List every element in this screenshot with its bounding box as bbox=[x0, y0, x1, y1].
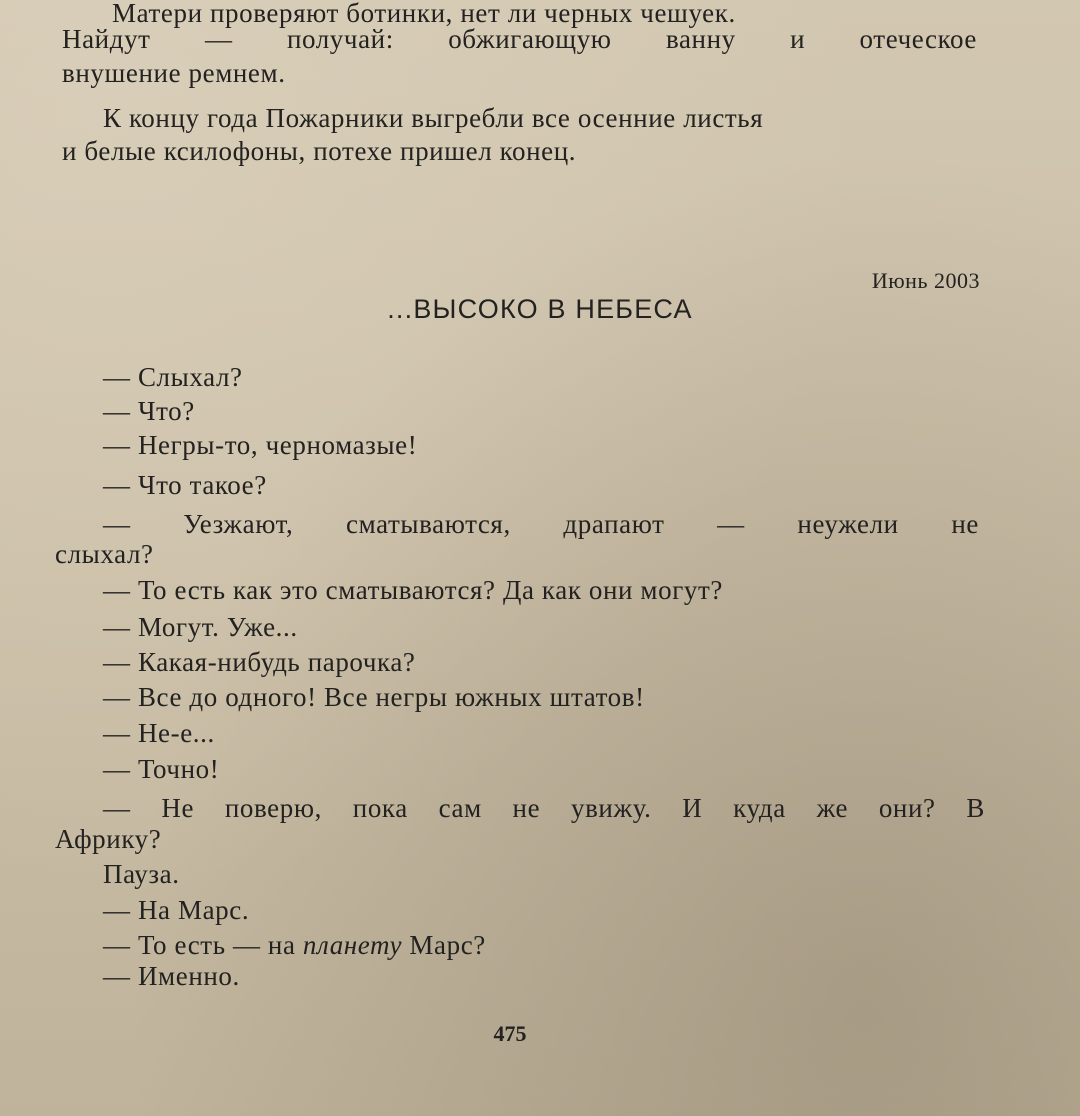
dialogue-line: — Что такое? bbox=[103, 470, 267, 500]
dialogue-text: Марс? bbox=[402, 930, 486, 960]
story-title: ...ВЫСОКО В НЕБЕСА bbox=[387, 294, 693, 324]
dialogue-line: — Не поверю, пока сам не увижу. И куда же они? В bbox=[103, 793, 985, 823]
dialogue-line: — Именно. bbox=[103, 961, 240, 991]
dialogue-line: слыхал? bbox=[55, 539, 154, 569]
dialogue-line: — То есть как это сматываются? Да как они могут? bbox=[103, 575, 723, 605]
dialogue-line: — Не-е... bbox=[103, 718, 215, 748]
dialogue-line: — Все до одного! Все негры южных штатов! bbox=[103, 682, 645, 712]
page-number: 475 bbox=[493, 1021, 527, 1046]
dialogue-line: — Негры-то, черномазые! bbox=[103, 430, 418, 460]
dialogue-line: — На Марс. bbox=[103, 895, 250, 925]
dialogue-line: Пауза. bbox=[103, 859, 180, 889]
paragraph-line: Матери проверяют ботинки, нет ли черных чешуек. bbox=[112, 0, 736, 28]
dialogue-line: — Что? bbox=[103, 396, 195, 426]
dialogue-line: — Могут. Уже... bbox=[103, 612, 298, 642]
dialogue-line bbox=[103, 932, 486, 959]
dialogue-line: — Слыхал? bbox=[103, 362, 243, 392]
dialogue-line: — Уезжают, сматываются, драпают — неужели не bbox=[103, 509, 979, 539]
dialogue-line: — Какая-нибудь парочка? bbox=[103, 647, 416, 677]
dialogue-line: — Точно! bbox=[103, 754, 220, 784]
dialogue-text: — То есть — на bbox=[103, 930, 303, 960]
dialogue-line: Африку? bbox=[55, 824, 162, 854]
emphasis-text: планету bbox=[302, 930, 403, 960]
paragraph-line: внушение ремнем. bbox=[62, 58, 286, 88]
paragraph-line: Найдут — получай: обжигающую ванну и отеческое bbox=[62, 24, 977, 54]
story-date: Июнь 2003 bbox=[871, 268, 980, 293]
paragraph-line: К концу года Пожарники выгребли все осенние листья bbox=[103, 103, 764, 133]
paragraph-line: и белые ксилофоны, потехе пришел конец. bbox=[62, 136, 577, 166]
